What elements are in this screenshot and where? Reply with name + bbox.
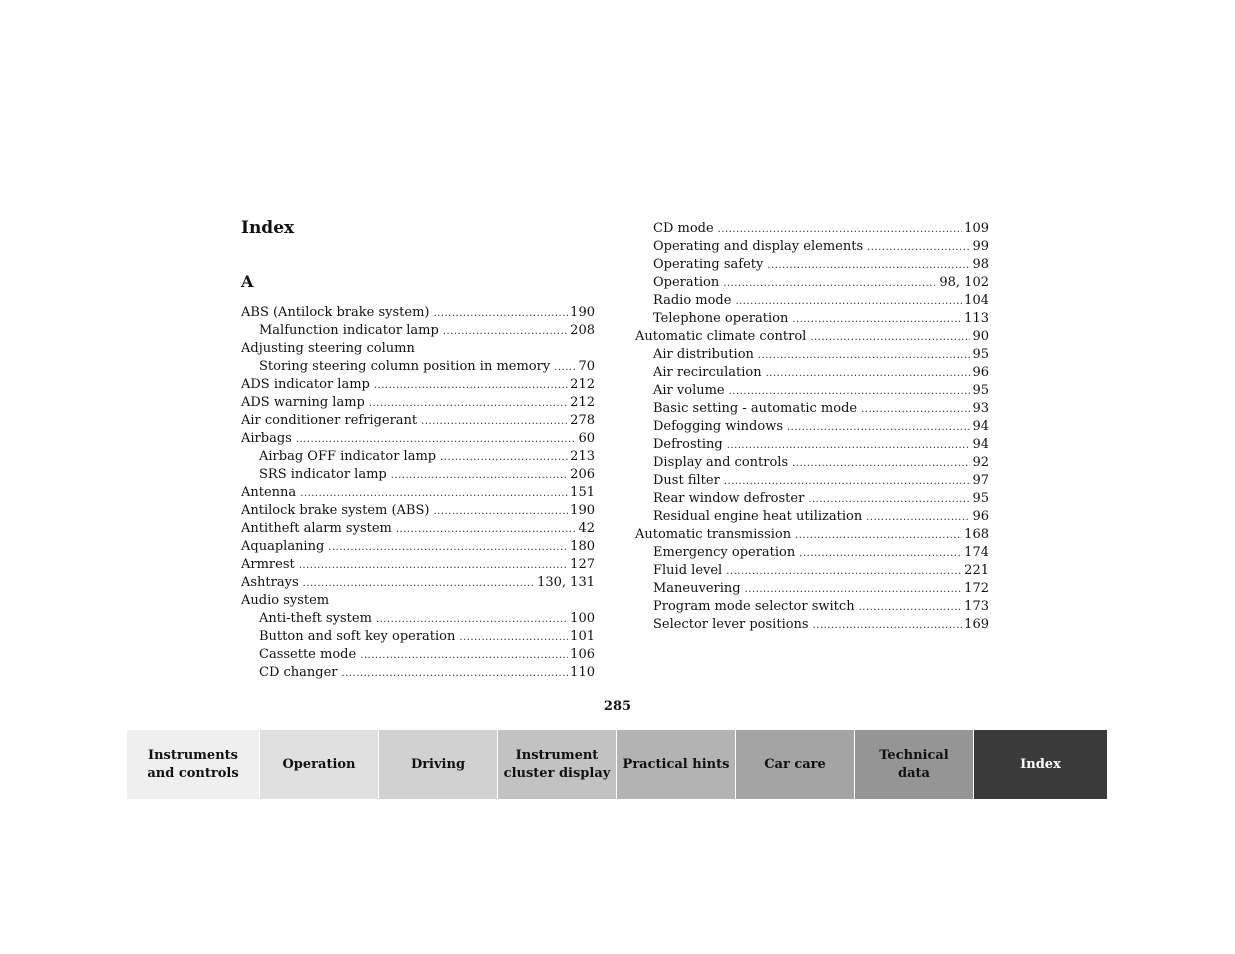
index-entry-page: 190 [570,305,595,320]
index-entry [635,418,989,436]
index-entry-page: 100 [570,611,595,626]
index-entry [241,520,595,538]
index-entry-page: 208 [570,323,595,338]
index-entry-page: 101 [570,629,595,644]
section-letter: A [241,272,254,291]
index-entry-page: 104 [964,293,989,308]
dot-leader [299,557,568,574]
page-number: 285 [603,699,632,714]
index-entry-page: 130, 131 [537,575,595,590]
index-entry-page: 97 [972,473,989,488]
index-entry-page: 109 [964,221,989,236]
tab-label: Index [1020,756,1061,772]
dot-leader [859,599,963,616]
index-entry-label: Maneuvering [653,581,741,596]
index-entry-page: 93 [972,401,989,416]
index-entry-label: Air recirculation [653,365,762,380]
index-entry-label: Airbag OFF indicator lamp [259,449,437,464]
index-entry [635,598,989,616]
index-entry-label: Display and controls [653,455,789,470]
index-entry-label: CD mode [653,221,714,236]
index-entry [635,310,989,328]
index-entry-label: ADS warning lamp [241,395,365,410]
index-entry-page: 180 [570,539,595,554]
index-column-right [635,220,989,634]
index-entry-page: 42 [578,521,595,536]
index-entry-label: Adjusting steering column [241,341,415,356]
dot-leader [867,239,970,256]
index-entry-label: Rear window defroster [653,491,805,506]
index-entry [635,616,989,634]
dot-leader [810,329,970,346]
index-entry-page: 106 [570,647,595,662]
dot-leader [727,437,971,454]
tab-technical-data[interactable] [854,730,973,799]
index-column-left [241,304,595,682]
index-entry [241,430,595,448]
index-entry-label: Antilock brake system (ABS) [241,503,430,518]
index-entry-label: Automatic transmission [635,527,792,542]
index-entry [241,556,595,574]
dot-leader [369,395,568,412]
index-entry [241,538,595,556]
dot-leader [360,647,568,664]
index-entry-page: 96 [972,509,989,524]
dot-leader [328,539,568,556]
index-entry-label: Operating safety [653,257,764,272]
index-entry-page: 151 [570,485,595,500]
dot-leader [792,455,970,472]
index-entry-page: 98, 102 [939,275,989,290]
index-entry-page: 212 [570,377,595,392]
index-entry-label: ABS (Antilock brake system) [241,305,430,320]
index-entry [241,664,595,682]
index-entry [635,220,989,238]
dot-leader [396,521,577,538]
index-entry [241,592,595,610]
index-entry [635,382,989,400]
index-entry [241,394,595,412]
index-entry-page: 98 [972,257,989,272]
dot-leader [766,365,971,382]
index-entry-page: 190 [570,503,595,518]
index-entry [635,490,989,508]
dot-leader [795,527,962,544]
tab-label: Instrument cluster display [503,747,611,781]
index-entry-page: 95 [972,347,989,362]
index-entry-page: 96 [972,365,989,380]
index-entry [241,412,595,430]
dot-leader [459,629,568,646]
index-entry-label: Fluid level [653,563,723,578]
index-entry-page: 92 [972,455,989,470]
index-entry [241,484,595,502]
index-entry-label: Operating and display elements [653,239,864,254]
index-entry-page: 169 [964,617,989,632]
index-entry [635,472,989,490]
index-entry-label: Basic setting - automatic mode [653,401,858,416]
index-entry-page: 168 [964,527,989,542]
index-entry-label: Ashtrays [241,575,299,590]
dot-leader [799,545,962,562]
index-entry-label: Operation [653,275,720,290]
index-entry-label: Selector lever positions [653,617,809,632]
section-tab-bar [127,730,1107,799]
tab-label: Practical hints [622,756,730,772]
dot-leader [376,611,568,628]
index-entry [241,358,595,376]
dot-leader [433,503,568,520]
dot-leader [718,221,963,238]
dot-leader [374,377,568,394]
index-entry [635,544,989,562]
index-entry [241,322,595,340]
dot-leader [808,491,970,508]
tab-label: Car care [764,756,826,772]
index-entry [241,646,595,664]
tab-instruments-and-controls[interactable] [127,730,259,799]
index-entry-page: 173 [964,599,989,614]
index-entry [241,574,595,592]
index-entry-label: Air distribution [653,347,754,362]
index-entry [241,466,595,484]
index-entry-label: Air conditioner refrigerant [241,413,418,428]
tab-label: Operation [282,756,356,772]
index-entry [635,238,989,256]
index-entry-label: Telephone operation [653,311,789,326]
index-entry-page: 60 [578,431,595,446]
dot-leader [767,257,970,274]
index-entry [241,304,595,322]
index-entry [241,340,595,358]
index-entry [241,610,595,628]
index-entry-page: 172 [964,581,989,596]
index-entry [635,274,989,292]
index-entry-label: Armrest [241,557,295,572]
index-entry [635,508,989,526]
index-entry-page: 95 [972,383,989,398]
index-entry-label: Button and soft key operation [259,629,456,644]
dot-leader [813,617,963,634]
index-entry-page: 221 [964,563,989,578]
index-entry [635,346,989,364]
dot-leader [303,575,535,592]
dot-leader [342,665,569,682]
dot-leader [440,449,568,466]
index-entry-label: Air volume [653,383,725,398]
index-entry-label: Antitheft alarm system [241,521,392,536]
dot-leader [861,401,970,418]
index-entry-page: 174 [964,545,989,560]
dot-leader [443,323,568,340]
index-entry [635,436,989,454]
index-entry [241,628,595,646]
index-entry-label: Anti-theft system [259,611,372,626]
index-entry-label: Defrosting [653,437,723,452]
index-entry-page: 94 [972,437,989,452]
tab-car-care[interactable] [735,730,854,799]
index-entry [635,526,989,544]
dot-leader [433,305,568,322]
index-entry-label: Radio mode [653,293,732,308]
index-entry [635,454,989,472]
index-entry-page: 90 [972,329,989,344]
index-entry [635,400,989,418]
index-entry-label: Storing steering column position in memory [259,359,551,374]
tab-practical-hints[interactable] [616,730,735,799]
index-entry-label: ADS indicator lamp [241,377,370,392]
tab-instrument-cluster-display[interactable] [497,730,616,799]
dot-leader [745,581,963,598]
index-entry-label: Aquaplaning [241,539,325,554]
dot-leader [300,485,568,502]
index-entry-page: 127 [570,557,595,572]
index-entry-label: Cassette mode [259,647,357,662]
tab-driving[interactable] [378,730,497,799]
page-title: Index [241,218,295,238]
index-entry-page: 94 [972,419,989,434]
index-entry [635,364,989,382]
index-entry-label: Emergency operation [653,545,796,560]
dot-leader [866,509,970,526]
index-entry [635,328,989,346]
index-entry [635,580,989,598]
index-entry-label: SRS indicator lamp [259,467,387,482]
dot-leader [729,383,971,400]
index-entry-label: Audio system [241,593,330,608]
index-entry-page: 206 [570,467,595,482]
tab-index[interactable] [973,730,1107,799]
dot-leader [792,311,962,328]
index-entry-label: Residual engine heat utilization [653,509,863,524]
index-entry-label: Antenna [241,485,297,500]
index-entry-page: 99 [972,239,989,254]
index-entry-page: 278 [570,413,595,428]
index-entry-page: 95 [972,491,989,506]
dot-leader [726,563,962,580]
index-entry-label: Automatic climate control [635,329,807,344]
tab-label: Instruments and controls [147,747,239,781]
dot-leader [554,359,576,376]
index-entry [241,448,595,466]
index-entry-page: 212 [570,395,595,410]
dot-leader [758,347,971,364]
dot-leader [391,467,568,484]
index-entry-page: 110 [570,665,595,680]
index-entry-page: 113 [964,311,989,326]
index-entry-label: Airbags [241,431,292,446]
index-entry-page: 213 [570,449,595,464]
index-entry [635,292,989,310]
dot-leader [724,473,971,490]
index-entry-label: Dust filter [653,473,720,488]
index-entry [635,562,989,580]
index-entry-label: Defogging windows [653,419,783,434]
index-entry-label: Malfunction indicator lamp [259,323,439,338]
index-entry [241,376,595,394]
index-entry [635,256,989,274]
dot-leader [735,293,962,310]
dot-leader [296,431,577,448]
dot-leader [787,419,970,436]
index-entry-label: Program mode selector switch [653,599,855,614]
index-entry-page: 70 [578,359,595,374]
index-entry [241,502,595,520]
tab-label: Technical data [879,747,949,781]
tab-operation[interactable] [259,730,378,799]
dot-leader [723,275,937,292]
tab-label: Driving [410,756,466,772]
index-entry-label: CD changer [259,665,338,680]
dot-leader [421,413,568,430]
